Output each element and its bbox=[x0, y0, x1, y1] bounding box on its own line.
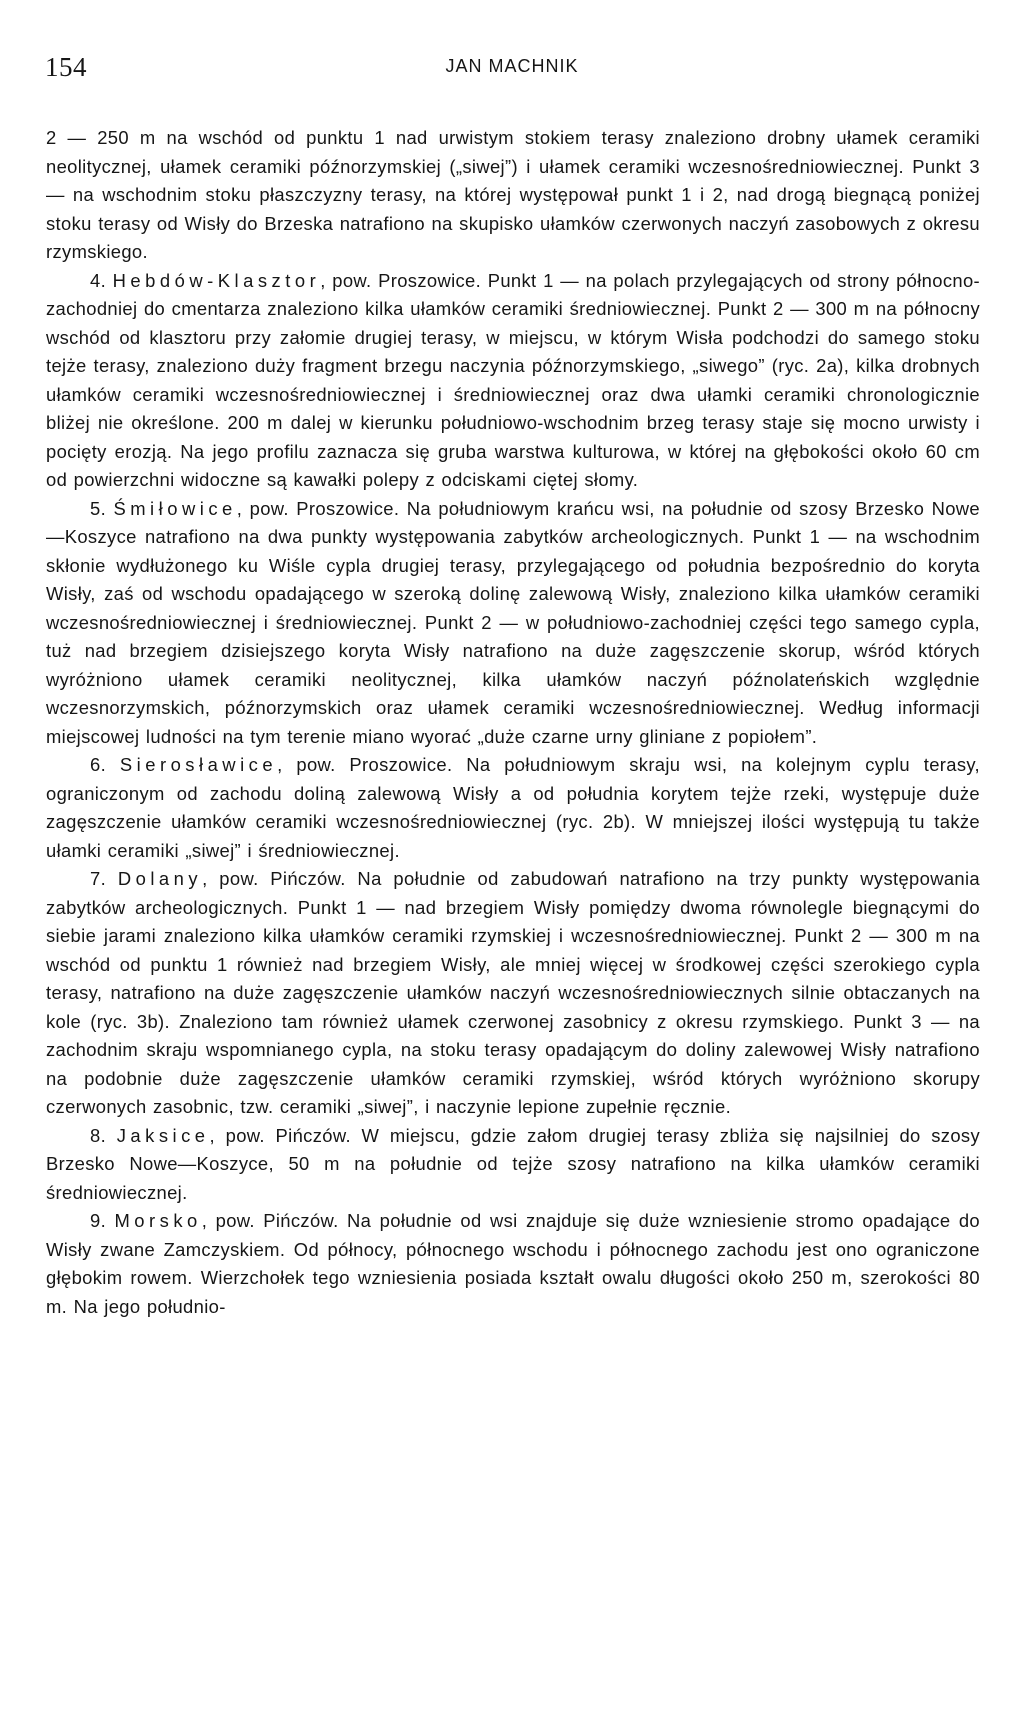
body-text bbox=[46, 124, 980, 1321]
paragraph-text: 2 — 250 m na wschód od punktu 1 nad urwistym stokiem terasy znaleziono drobny ułamek ceramiki neolitycznej, ułamek ceramiki późnorzymskiej („siwej”) i ułamek ceramiki wczesnośredniowiecznej. Punkt 3 — na wschodnim stoku płaszczyzny terasy, na której występował punkt 1 i 2, nad drogą biegnącą poniżej stoku terasy od Wisły do Brzeska natrafiono na skupisko ułamków czerwonych naczyń zasobowych z okresu rzymskiego. bbox=[46, 127, 980, 262]
page-number: 154 bbox=[45, 52, 87, 82]
paragraph-text: , pow. Proszowice. Na południowym krańcu wsi, na południe od szosy Brzesko Nowe—Koszyce natrafiono na dwa punkty występowania zabytków archeologicznych. Punkt 1 — na wschodnim skłonie wydłużonego ku Wiśle cypla drugiej terasy, przylegającego od południa bezpośrednio do koryta Wisły, zaś od wschodu opadającego w szeroką dolinę zalewową Wisły, znaleziono kilka ułamków ceramiki wczesnośredniowiecznej i średniowiecznej. Punkt 2 — w południowo-zachodniej części tego samego cypla, tuż nad brzegiem dzisiejszego koryta Wisły natrafiono na duże zagęszczenie skorup, wśród których wyróżniono ułamek ceramiki neolitycznej, kilka ułamków naczyń późnolateńskich względnie wczesnorzymskich, późnorzymskich oraz ułamek ceramiki wczesnośredniowiecznej. Według informacji miejscowej ludności na tym terenie miano wyorać „duże czarne urny gliniane z popiołem”. bbox=[46, 497, 981, 747]
paragraph-text: , pow. Pińczów. W miejscu, gdzie załom drugiej terasy zbliża się najsilniej do szosy Brzesko Nowe—Koszyce, 50 m na południe od tejże szosy natrafiono na kilka ułamków ceramiki średniowiecznej. bbox=[46, 1124, 981, 1203]
paragraph-text: , pow. Proszowice. Na południowym skraju wsi, na kolejnym cyplu terasy, ograniczonym od zachodu doliną zalewową Wisły a od południa korytem tejże rzeki, występuje duże zagęszczenie ułamków ceramiki wczesnośredniowiecznej (ryc. 2b). W mniejszej ilości występują tu także ułamki ceramiki „siwej” i średniowiecznej. bbox=[46, 754, 981, 861]
site-entry-morsko bbox=[46, 1207, 980, 1321]
running-title: JAN MACHNIK bbox=[445, 56, 579, 76]
entry-number: 8. bbox=[90, 1124, 117, 1146]
site-entry-hebdow bbox=[46, 267, 980, 495]
site-name: Morsko bbox=[114, 1210, 202, 1231]
site-entry-dolany bbox=[46, 865, 980, 1122]
entry-number: 6. bbox=[90, 754, 120, 775]
entry-number: 9. bbox=[90, 1210, 115, 1231]
site-entry-jaksice bbox=[46, 1122, 980, 1208]
entry-number: 7. bbox=[90, 868, 118, 889]
paragraph-continuation bbox=[46, 124, 980, 267]
site-name: Śmiłowice bbox=[113, 497, 237, 519]
paragraph-text: , pow. Pińczów. Na południe od zabudowań natrafiono na trzy punkty występowania zabytków archeologicznych. Punkt 1 — nad brzegiem Wisły pomiędzy dwoma równolegle biegnącymi do siebie jarami znaleziono kilka ułamków ceramiki rzymskiej i wczesnośredniowiecznej. Punkt 2 — 300 m na wschód od punktu 1 również nad brzegiem Wisły, ale mniej więcej w środkowej części szerokiego cypla terasy, natrafiono na duże zagęszczenie ułamków naczyń wczesnośredniowiecznych silnie obtaczanych na kole (ryc. 3b). Znaleziono tam również ułamek czerwonej zasobnicy z okresu rzymskiego. Punkt 3 — na zachodnim skraju wspomnianego cypla, na stoku terasy opadającym do doliny zalewowej Wisły natrafiono na podobnie duże zagęszczenie ułamków ceramiki rzymskiej, wśród których wyróżniono skorupy czerwonych zasobnic, tzw. ceramiki „siwej”, i naczynie lepione zupełnie ręcznie. bbox=[46, 868, 980, 1117]
paragraph-text: , pow. Pińczów. Na południe od wsi znajduje się duże wzniesienie stromo opadające do Wisły zwane Zamczyskiem. Od północy, północnego wschodu i północnego zachodu jest ono ograniczone głębokim rowem. Wierzchołek tego wzniesienia posiada kształt owalu długości około 250 m, szerokości 80 m. Na jego południo- bbox=[46, 1210, 980, 1317]
site-entry-sieroslawice bbox=[46, 751, 980, 865]
entry-number: 4. bbox=[90, 269, 113, 291]
site-name: Sierosławice bbox=[119, 754, 278, 775]
entry-number: 5. bbox=[90, 497, 114, 519]
site-name: Jaksice bbox=[116, 1124, 210, 1146]
site-name: Dolany bbox=[117, 868, 203, 889]
paragraph-text: , pow. Proszowice. Punkt 1 — na polach przylegających od strony północno-zachodniej do cmentarza znaleziono kilka ułamków ceramiki średniowiecznej. Punkt 2 — 300 m na północny wschód od klasztoru przy załomie drugiej terasy, w miejscu, w którym Wisła podchodzi do samego stoku tejże terasy, znaleziono duży fragment brzegu naczynia późnorzymskiego, „siwego” (ryc. 2a), kilka drobnych ułamków ceramiki wczesnośredniowiecznej i średniowiecznej oraz dwa ułamki ceramiki chronologicznie bliżej nie określone. 200 m dalej w kierunku południowo-wschodnim brzeg terasy staje się mocno urwisty i pocięty erozją. Na jego profilu zaznacza się gruba warstwa kulturowa, w której na głębokości około 60 cm od powierzchni widoczne są kawałki polepy z odciskami ciętej słomy. bbox=[46, 269, 980, 490]
site-name: Hebdów-Klasztor bbox=[112, 269, 321, 291]
site-entry-smilowice bbox=[46, 495, 980, 752]
